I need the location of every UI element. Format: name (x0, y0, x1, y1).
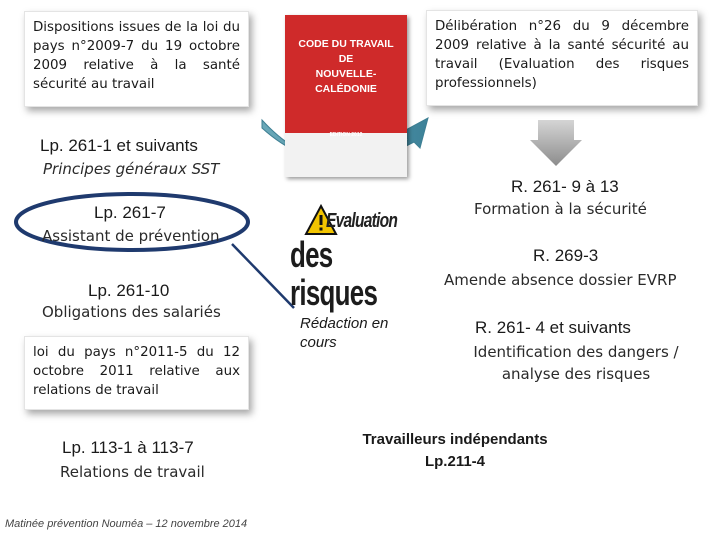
loi-2009-card (24, 11, 249, 107)
r261-9-heading: R. 261- 9 à 13 (511, 177, 619, 196)
r261-4-sub: Identification des dangers / analyse des risques (473, 343, 679, 383)
book-edition: EDITION 2012 (329, 132, 363, 138)
lp261-10-heading: Lp. 261-10 (88, 281, 170, 300)
footer-text: Matinée prévention Nouméa – 12 novembre 2014 (5, 518, 248, 530)
book-title-line3: NOUVELLE-CALÉDONIE (315, 68, 377, 95)
deliberation-card (426, 10, 698, 106)
r261-9-sub: Formation à la sécurité (474, 200, 647, 218)
logo-line2: des risques (290, 234, 378, 313)
lp261-1-sub: Principes généraux SST (43, 160, 220, 178)
code-du-travail-book (285, 15, 407, 177)
book-title (285, 37, 407, 97)
lp113-sub: Relations de travail (60, 463, 205, 481)
lp261-1-heading: Lp. 261-1 et suivants (40, 136, 198, 155)
lp113-heading: Lp. 113-1 à 113-7 (62, 438, 194, 457)
chevron-down-icon (528, 118, 584, 168)
r269-3-heading: R. 269-3 (533, 246, 599, 265)
logo-line1: Evaluation (326, 210, 398, 232)
loi-2011-text: loi du pays n°2011-5 du 12 octobre 2011 relative aux relations de travail (33, 345, 240, 398)
travailleurs-heading: Travailleurs indépendants (362, 431, 548, 448)
book-white-band (285, 133, 407, 177)
book-title-line1: CODE DU TRAVAIL (298, 38, 394, 50)
deliberation-text: Délibération n°26 du 9 décembre 2009 relative à la santé sécurité au travail (Evaluation des risques professionnels) (435, 19, 689, 91)
loi-2009-text: Dispositions issues de la loi du pays n°2009-7 du 19 octobre 2009 relative à la santé sécurité au travail (33, 20, 240, 92)
lp261-10-sub: Obligations des salariés (42, 303, 221, 321)
r269-3-sub: Amende absence dossier EVRP (444, 271, 677, 289)
travailleurs-ref: Lp.211-4 (424, 453, 486, 470)
book-title-line2: DE (338, 53, 354, 65)
redaction-text: Rédaction en cours (300, 315, 389, 351)
loi-2011-card (24, 336, 249, 410)
evaluation-risques-logo (290, 204, 414, 313)
r261-4-heading: R. 261- 4 et suivants (475, 318, 631, 337)
lp261-7-sub: Assistant de prévention (42, 227, 220, 245)
lp261-7-heading: Lp. 261-7 (94, 203, 166, 222)
travailleurs-block (330, 429, 580, 473)
